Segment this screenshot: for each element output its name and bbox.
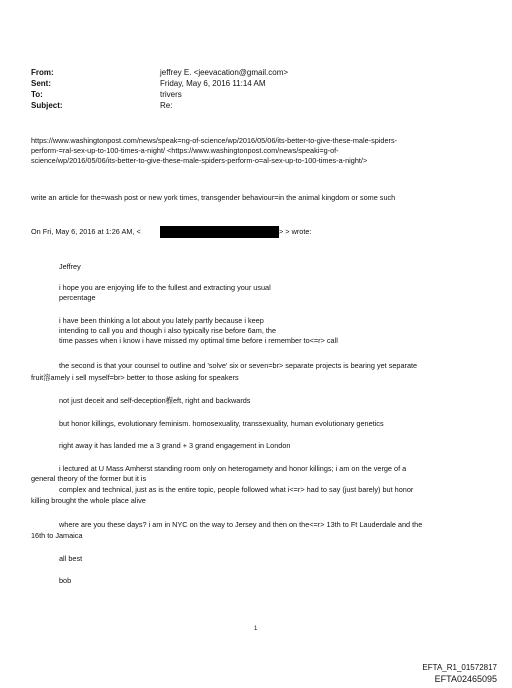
footer-id-1: EFTA_R1_01572817 bbox=[422, 663, 497, 672]
p3-line-1: the second is that your counsel to outline and 'solve' six or seven=br> separate projects is bearing yet separate bbox=[59, 361, 418, 370]
p8-line-2: 16th to Jamaica bbox=[31, 531, 83, 540]
p3-line-2: fruit溶amely i sell myself=br> better to those asking for speakers bbox=[31, 373, 239, 382]
article-line: write an article for the=wash post or new york times, transgender behaviour=in the animal kingdom or some such bbox=[31, 193, 396, 202]
p2-line-1: i have been thinking a lot about you lately partly because i keep bbox=[59, 316, 264, 325]
to-value: trivers bbox=[160, 90, 182, 99]
subject-label: Subject: bbox=[31, 101, 63, 110]
redaction-box bbox=[160, 226, 279, 238]
p2-line-2: intending to call you and though i also typically rise before 6am, the bbox=[59, 326, 277, 335]
p2-line-3: time passes when i know i have missed my optimal time before i remember to<=r> call bbox=[59, 336, 338, 345]
p1-line-1: i hope you are enjoying life to the fullest and extracting your usual bbox=[59, 283, 271, 292]
quote-header-suffix: > > wrote: bbox=[279, 227, 312, 236]
p1-line-2: percentage bbox=[59, 293, 96, 302]
to-label: To: bbox=[31, 90, 43, 99]
from-value: jeffrey E. <jeevacation@gmail.com> bbox=[160, 68, 289, 77]
p6-line: right away it has landed me a 3 grand + 3 grand engagement in London bbox=[59, 441, 291, 450]
closing: all best bbox=[59, 554, 83, 563]
signature: bob bbox=[59, 576, 72, 585]
link-line-1[interactable]: https://www.washingtonpost.com/news/speak=ng-of-science/wp/2016/05/06/its-better-to-give-these-male-spiders- bbox=[31, 136, 398, 145]
quote-header-prefix: On Fri, May 6, 2016 at 1:26 AM, < bbox=[31, 227, 141, 236]
p5-line: but honor killings, evolutionary feminism. homosexuality, transsexuality, human evolutionary genetics bbox=[59, 419, 384, 428]
p4-line: not just deceit and self-deception椺eft, right and backwards bbox=[59, 396, 251, 405]
sent-value: Friday, May 6, 2016 11:14 AM bbox=[160, 79, 266, 88]
p7-line-4: killing brought the whole place alive bbox=[31, 496, 146, 505]
p7-line-2: general theory of the former but it is bbox=[31, 474, 147, 483]
greeting: Jeffrey bbox=[59, 262, 81, 271]
p7-line-3: complex and technical, just as is the entire topic, people followed what i<=r> had to say (just barely) but honor bbox=[59, 485, 414, 494]
footer-id-2: EFTA02465095 bbox=[434, 674, 497, 684]
page-number: 1 bbox=[254, 626, 258, 632]
p8-line-1: where are you these days? i am in NYC on the way to Jersey and then on the<=r> 13th to Ft Lauderdale and the bbox=[59, 520, 423, 529]
sent-label: Sent: bbox=[31, 79, 51, 88]
subject-value: Re: bbox=[160, 101, 173, 110]
from-label: From: bbox=[31, 68, 54, 77]
link-line-2[interactable]: perform-=ral-sex-up-to-100-times-a-night/ <https://www.washingtonpost.com/news/speaki=g-of- bbox=[31, 146, 339, 155]
link-line-3[interactable]: science/wp/2016/05/06/its-better-to-give-these-male-spiders-perform-o=al-sex-up-to-100-times-a-night/> bbox=[31, 156, 368, 165]
p7-line-1: i lectured at U Mass Amherst standing room only on heterogamety and honor killings; i am on the verge of a bbox=[59, 464, 407, 473]
